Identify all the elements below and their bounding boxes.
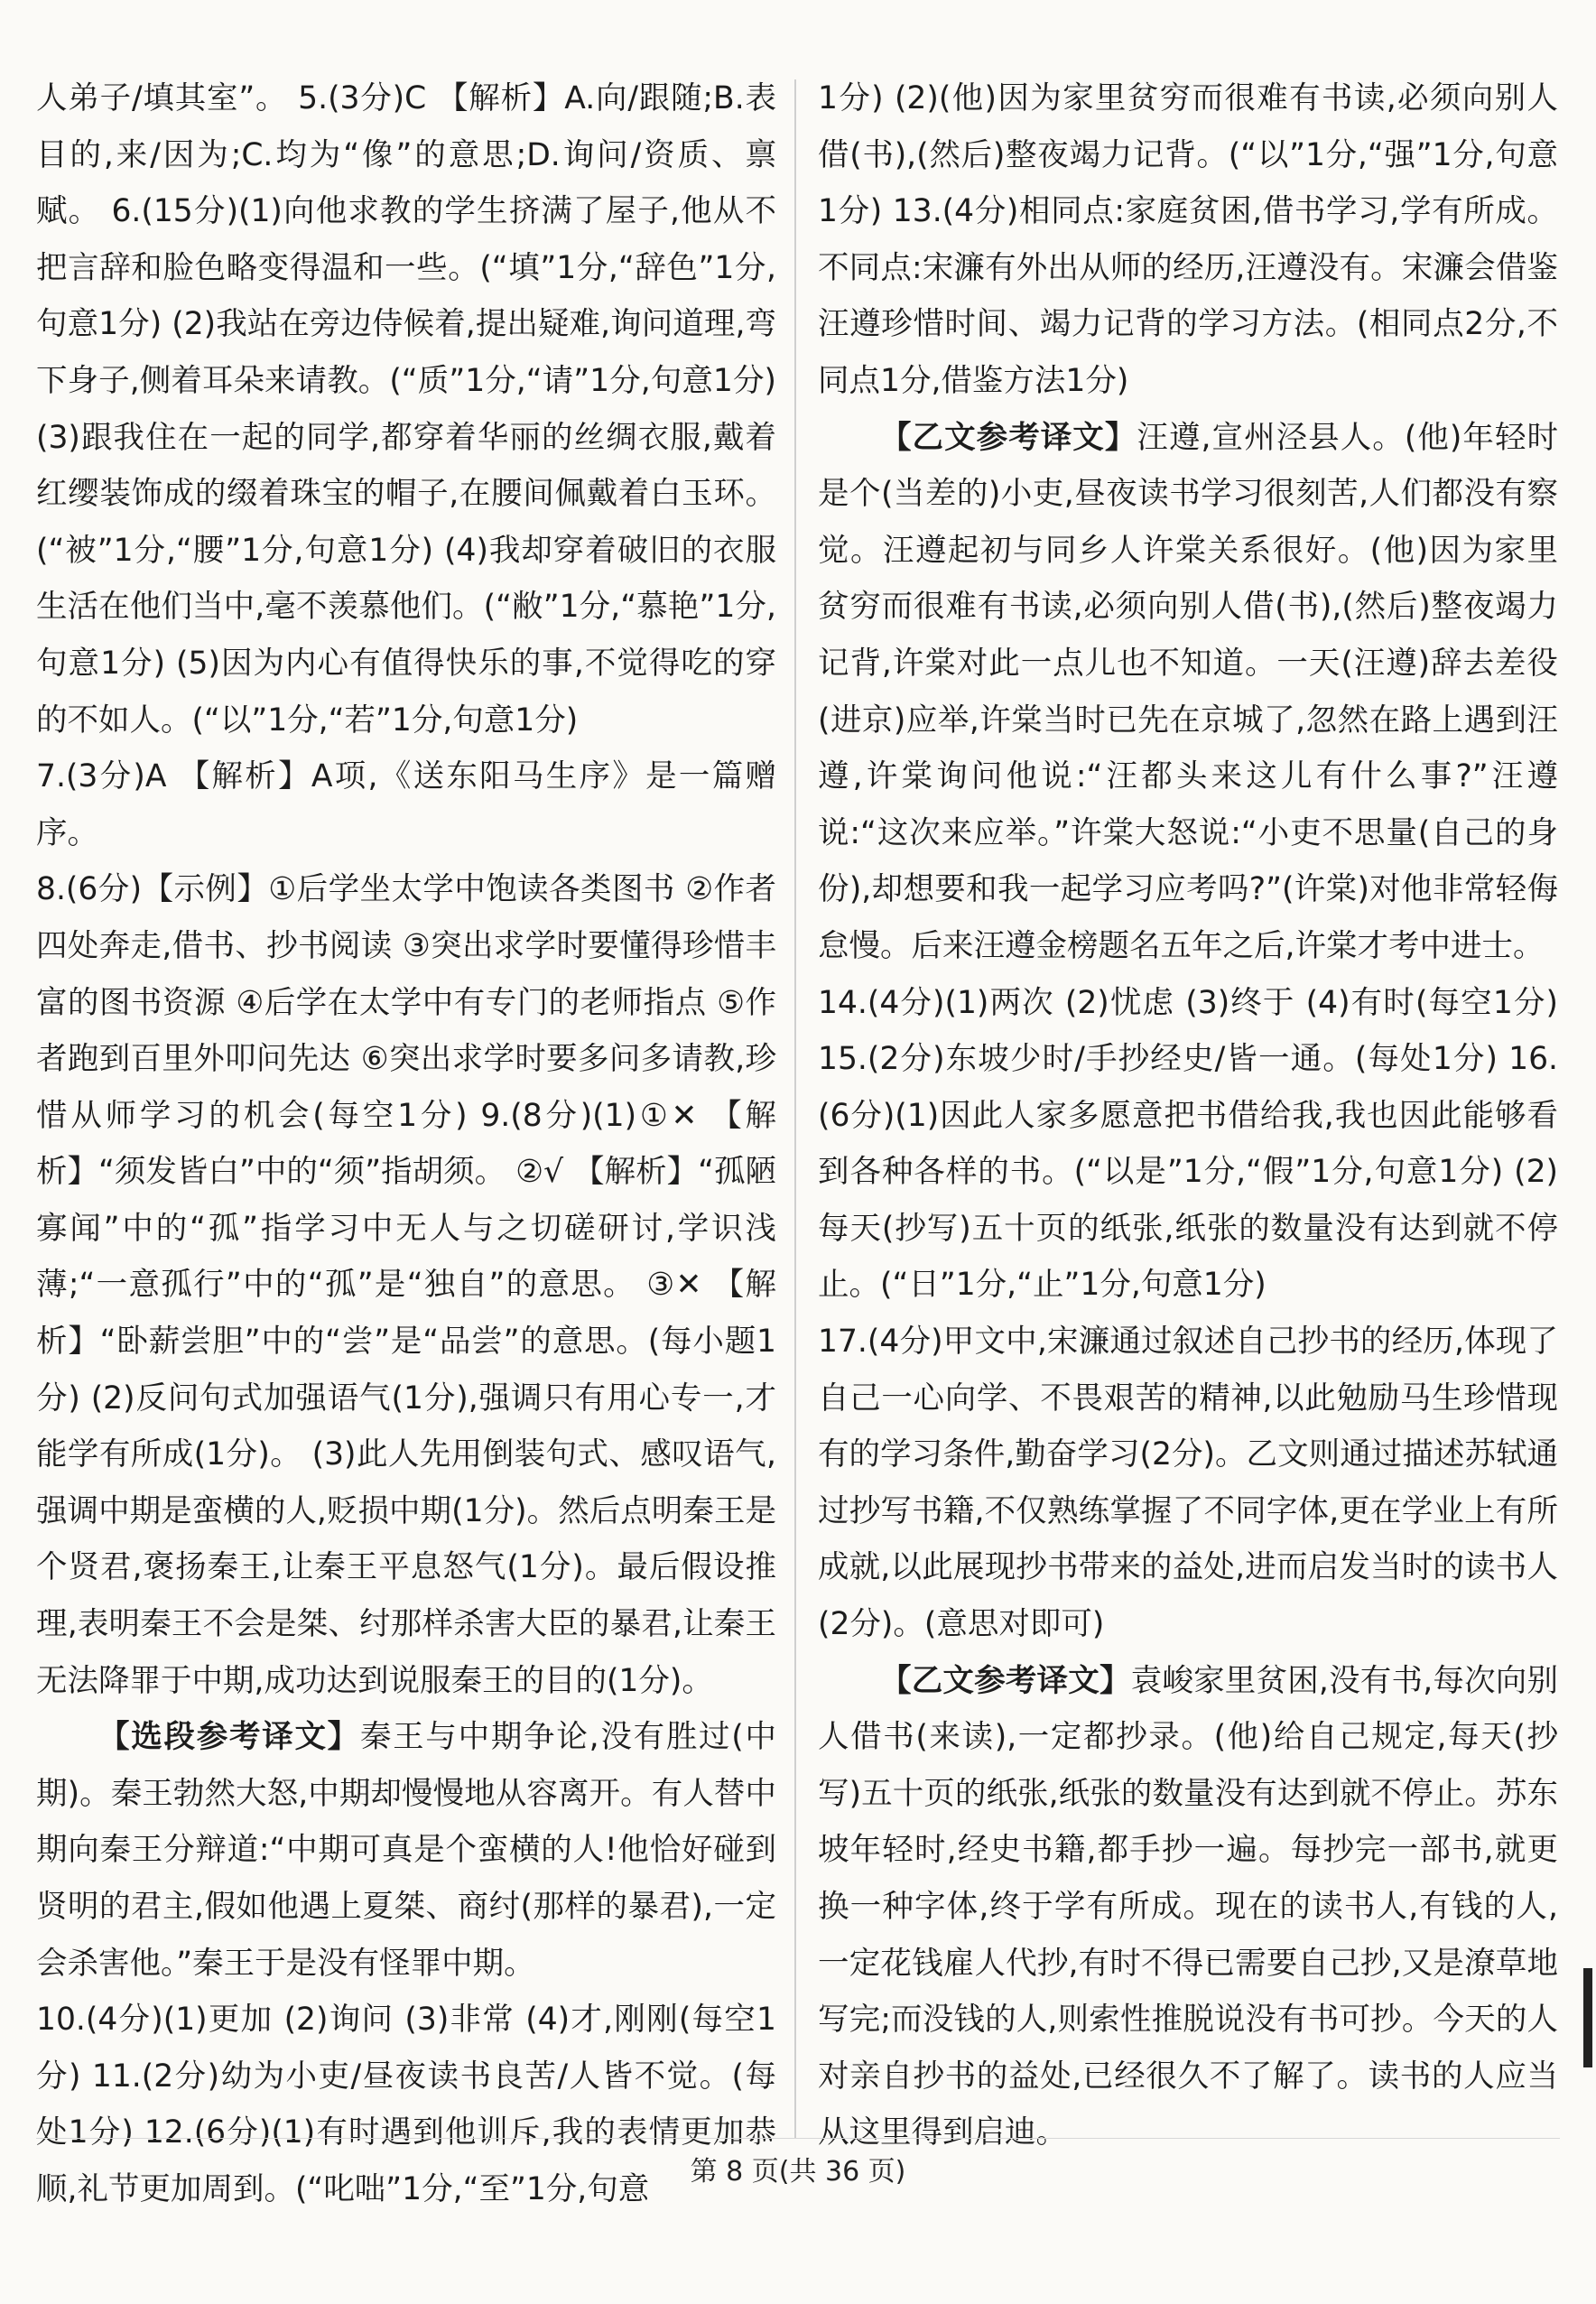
translation-text: 秦王与中期争论,没有胜过(中期)。秦王勃然大怒,中期却慢慢地从容离开。有人替中期向秦王分辩道:“中期可真是个蛮横的人!他恰好碰到贤明的君主,假如他遇上夏桀、商纣(那样的暴君),一定会杀害他。”秦王于是没有怪罪中期。 bbox=[36, 1719, 776, 1982]
right-column bbox=[818, 70, 1558, 2161]
column-divider bbox=[794, 79, 796, 2138]
left-column bbox=[36, 70, 776, 2218]
translation-block-yuan-jun bbox=[818, 1653, 1558, 2161]
translation-heading: 【乙文参考译文】 bbox=[880, 1662, 1131, 1699]
translation-heading: 【选段参考译文】 bbox=[98, 1719, 360, 1756]
translation-text: 汪遵,宣州泾县人。(他)年轻时是个(当差的)小吏,昼夜读书学习很刻苦,人们都没有察觉。汪遵起初与同乡人许棠关系很好。(他)因为家里贫穷而很难有书读,必须向别人借(书),(然后)整夜竭力记背,许棠对此一点儿也不知道。一天(汪遵)辞去差役(进京)应举,许棠当时已先在京城了,忽然在路上遇到汪遵,许棠询问他说:“汪都头来这儿有什么事?”汪遵说:“这次来应举。”许棠大怒说:“小吏不思量(自己的身份),却想要和我一起学习应考吗?”(许棠)对他非常轻侮怠慢。后来汪遵金榜题名五年之后,许棠才考中进士。 bbox=[818, 419, 1558, 964]
answer-block-5-6: 人弟子/填其室”。 5.(3分)C 【解析】A.向/跟随;B.表目的,来/因为;C.均为“像”的意思;D.询问/资质、禀赋。 6.(15分)(1)向他求教的学生挤满了屋子,他从不把言辞和脸色略变得温和一些。(“填”1分,“辞色”1分,句意1分) (2)我站在旁边侍候着,提出疑难,询问道理,弯下身子,侧着耳朵来请教。(“质”1分,“请”1分,句意1分) (3)跟我住在一起的同学,都穿着华丽的丝绸衣服,戴着红缨装饰成的缀着珠宝的帽子,在腰间佩戴着白玉环。(“被”1分,“腰”1分,句意1分) (4)我却穿着破旧的衣服生活在他们当中,毫不羡慕他们。(“敝”1分,“慕艳”1分,句意1分) (5)因为内心有值得快乐的事,不觉得吃的穿的不如人。(“以”1分,“若”1分,句意1分) bbox=[36, 80, 776, 739]
answer-block-7: 7.(3分)A 【解析】A项,《送东阳马生序》是一篇赠序。 bbox=[36, 758, 776, 851]
translation-text: 袁峻家里贫困,没有书,每次向别人借书(来读),一定都抄录。(他)给自己规定,每天(抄写)五十页的纸张,纸张的数量没有达到就不停止。苏东坡年轻时,经史书籍,都手抄一遍。每抄完一部书,就更换一种字体,终于学有所成。现在的读书人,有钱的人,一定花钱雇人代抄,有时不得已需要自己抄,又是潦草地写完;而没钱的人,则索性推脱说没有书可抄。今天的人对亲自抄书的益处,已经很久不了解了。读书的人应当从这里得到启迪。 bbox=[818, 1662, 1559, 2151]
translation-block-wang-zun bbox=[818, 410, 1558, 975]
answer-block-8-9: 8.(6分)【示例】①后学坐太学中饱读各类图书 ②作者四处奔走,借书、抄书阅读 ③突出求学时要懂得珍惜丰富的图书资源 ④后学在太学中有专门的老师指点 ⑤作者跑到百里外叩问先达 ⑥突出求学时要多问多请教,珍惜从师学习的机会(每空1分) 9.(8分)(1)①✕ 【解析】“须发皆白”中的“须”指胡须。 ②√ 【解析】“孤陋寡闻”中的“孤”指学习中无人与之切磋研讨,学识浅薄;“一意孤行”中的“孤”是“独自”的意思。 ③✕ 【解析】“卧薪尝胆”中的“尝”是“品尝”的意思。(每小题1分) (2)反问句式加强语气(1分),强调只有用心专一,才能学有所成(1分)。 (3)此人先用倒装句式、感叹语气,强调中期是蛮横的人,贬损中期(1分)。然后点明秦王是个贤君,褒扬秦王,让秦王平息怒气(1分)。最后假设推理,表明秦王不会是桀、纣那样杀害大臣的暴君,让秦王无法降罪于中期,成功达到说服秦王的目的(1分)。 bbox=[36, 871, 776, 1699]
answer-block-14-16: 14.(4分)(1)两次 (2)忧虑 (3)终于 (4)有时(每空1分) 15.(2分)东坡少时/手抄经史/皆一通。(每处1分) 16.(6分)(1)因此人家多愿意把书借给我,我也因此能够看到各种各样的书。(“以是”1分,“假”1分,句意1分) (2)每天(抄写)五十页的纸张,纸张的数量没有达到就不停止。(“日”1分,“止”1分,句意1分) bbox=[818, 984, 1558, 1304]
answer-block-10-12: 10.(4分)(1)更加 (2)询问 (3)非常 (4)才,刚刚(每空1分) 11.(2分)幼为小吏/昼夜读书良苦/人皆不觉。(每处1分) 12.(6分)(1)有时遇到他训斥,我的表情更加恭顺,礼节更加周到。(“叱咄”1分,“至”1分,句意 bbox=[36, 2002, 776, 2207]
answer-block-12-13: 1分) (2)(他)因为家里贫穷而很难有书读,必须向别人借(书),(然后)整夜竭力记背。(“以”1分,“强”1分,句意1分) 13.(4分)相同点:家庭贫困,借书学习,学有所成。不同点:宋濂有外出从师的经历,汪遵没有。宋濂会借鉴汪遵珍惜时间、竭力记背的学习方法。(相同点2分,不同点1分,借鉴方法1分) bbox=[818, 80, 1558, 399]
page-number: 第 8 页(共 36 页) bbox=[690, 2156, 906, 2188]
translation-heading: 【乙文参考译文】 bbox=[880, 419, 1137, 456]
footer-rule bbox=[36, 2138, 1560, 2139]
answer-block-17: 17.(4分)甲文中,宋濂通过叙述自己抄书的经历,体现了自己一心向学、不畏艰苦的精神,以此勉励马生珍惜现有的学习条件,勤奋学习(2分)。乙文则通过描述苏轼通过抄写书籍,不仅熟练掌握了不同字体,更在学业上有所成就,以此展现抄书带来的益处,进而启发当时的读书人(2分)。(意思对即可) bbox=[818, 1324, 1558, 1643]
binding-mark bbox=[1583, 1968, 1592, 2067]
translation-block-selected bbox=[36, 1709, 776, 1992]
